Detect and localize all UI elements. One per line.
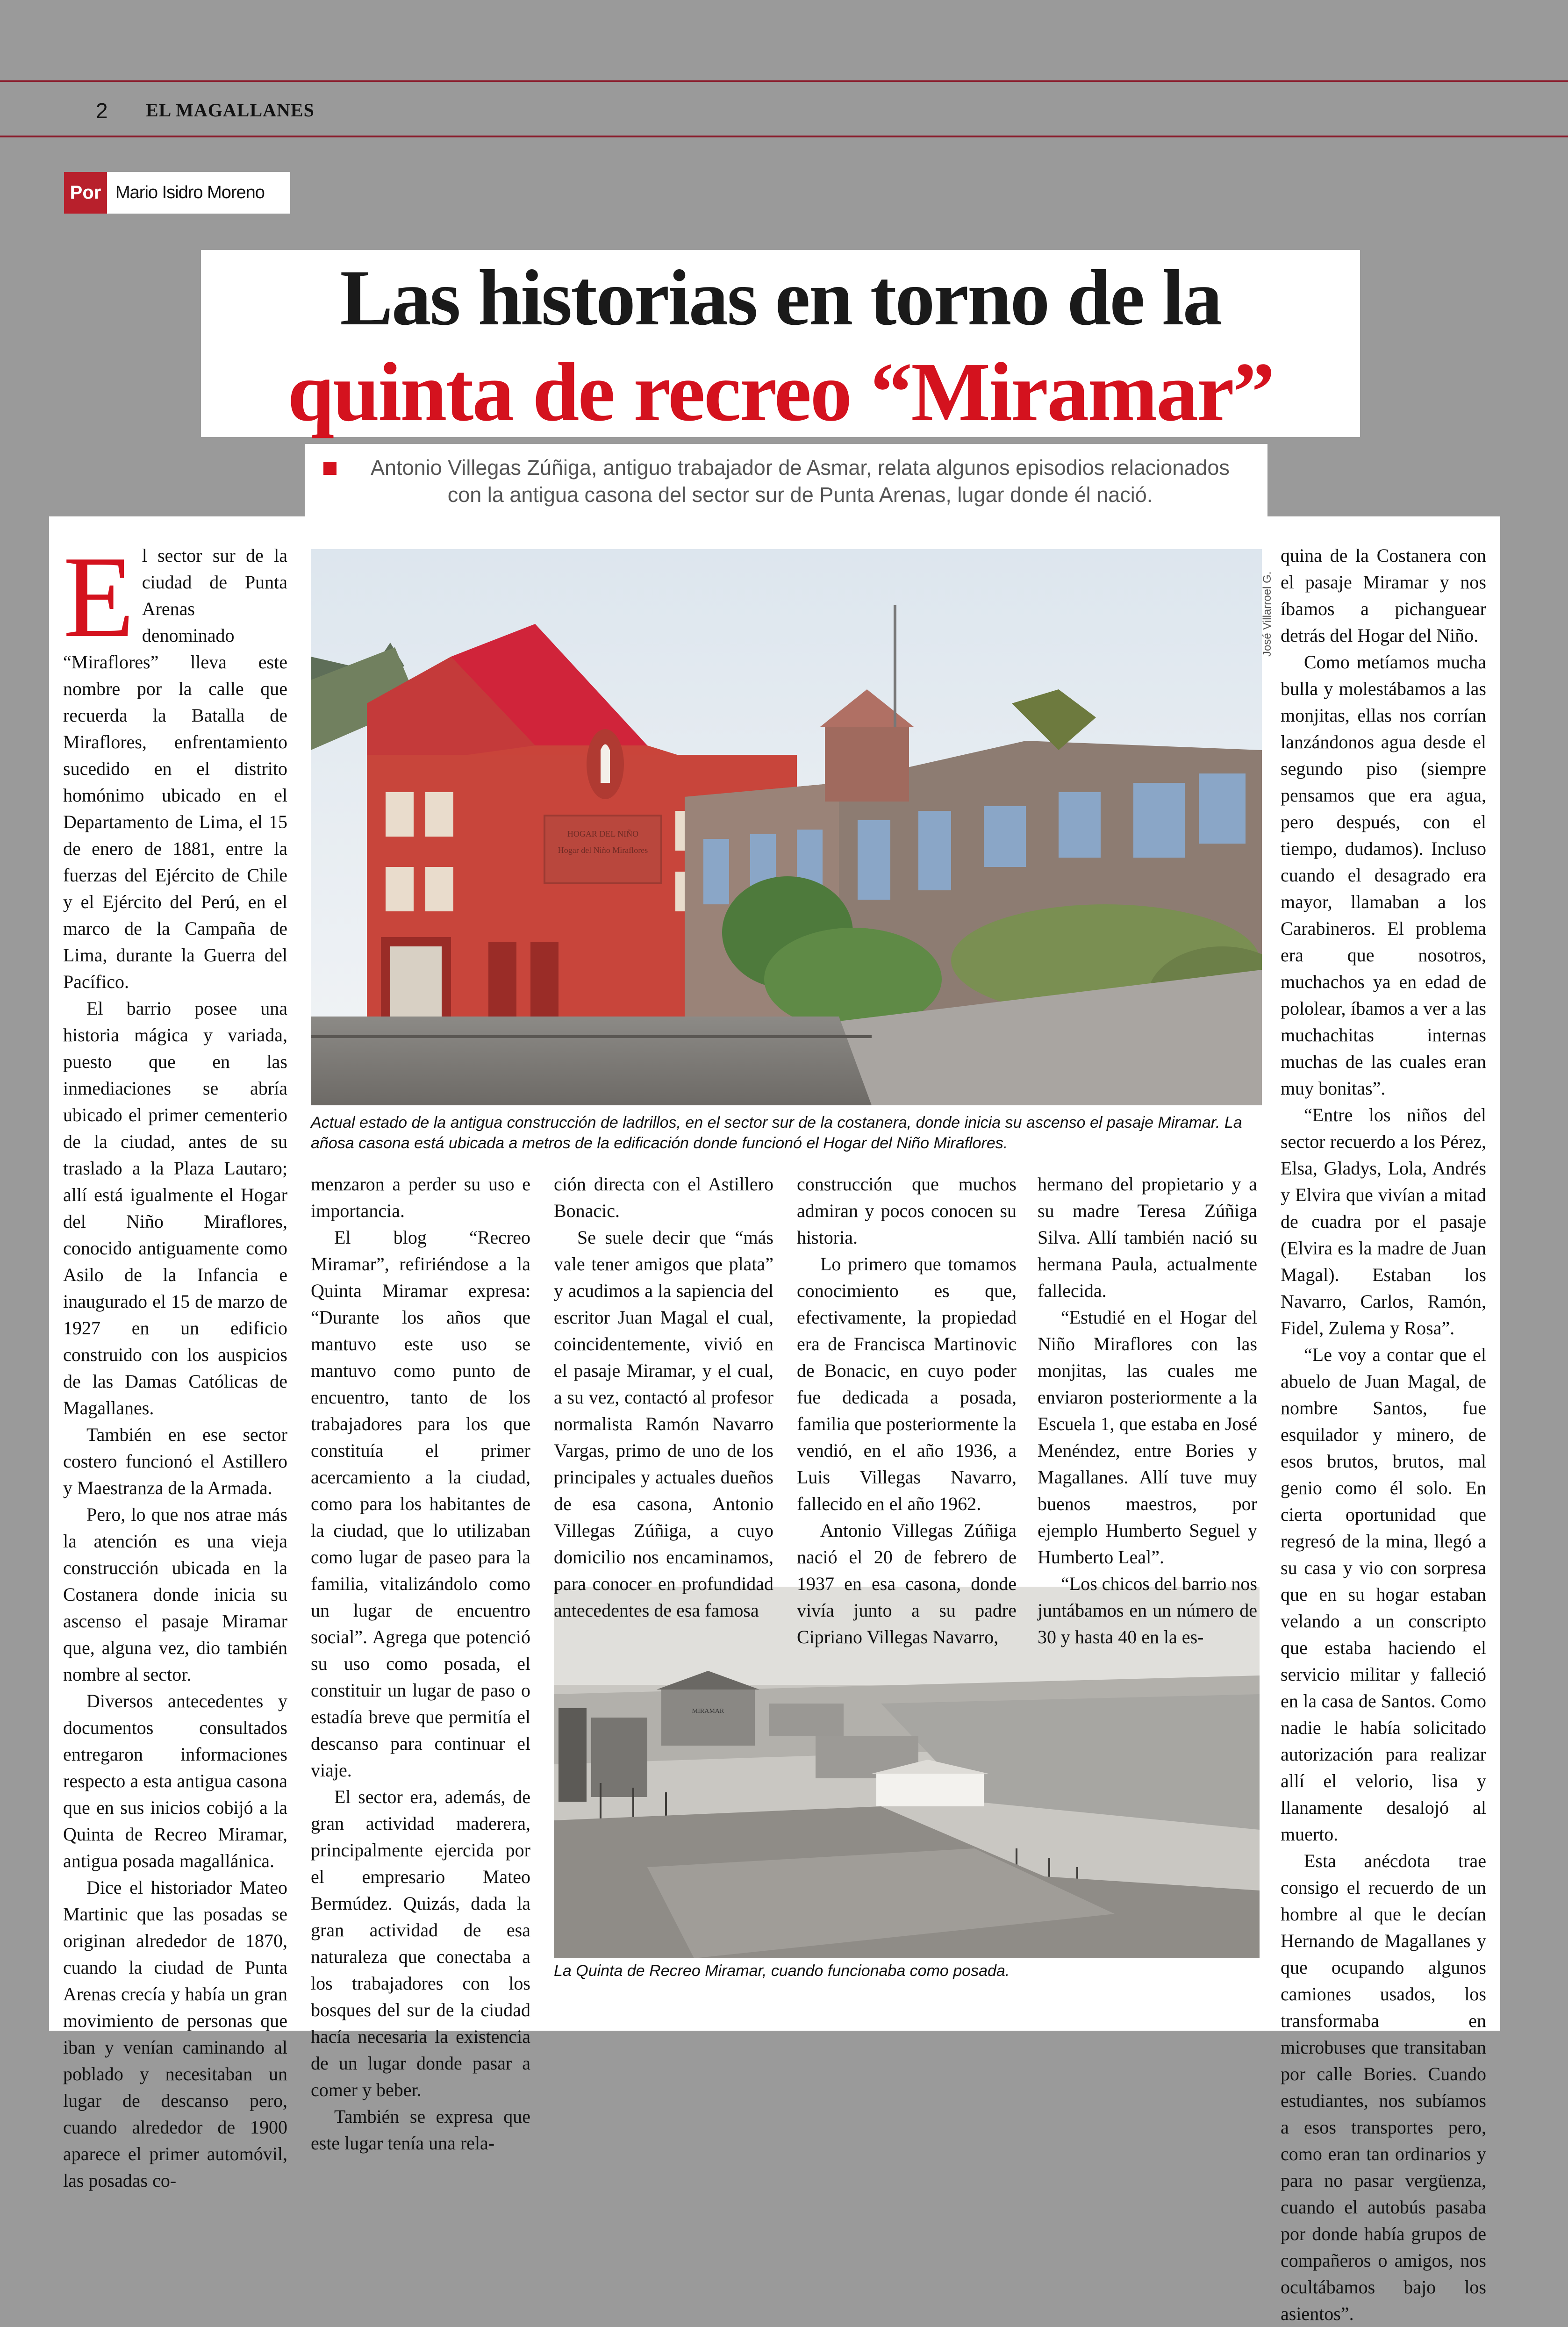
article-column-2 (311, 1171, 530, 2156)
article-column-1 (63, 532, 287, 2194)
paragraph: Diversos antecedentes y documentos consultados entregaron informaciones respecto a esta antigua casona que en sus inicios cobijó a la Quinta de Recreo Miramar, antigua posada magallánica. (63, 1690, 287, 1871)
byline-por: Por (64, 172, 107, 214)
paragraph: construcción que muchos admiran y pocos conocen su historia. (797, 1174, 1017, 1248)
article-column-6 (1281, 542, 1486, 2327)
paragraph: Como metíamos mucha bulla y molestábamos a las monjitas, ellas nos corrían lanzándonos agua desde el segundo piso (siempre pensamos que era agua, pero después, con el tiempo, dudamos). Incluso cuando el desagrado era mayor, llamaban a los Carabineros. El problema era que nosotros, muchachos ya en edad de pololear, íbamos a ver a las muchachitas internas muchas de las cuales eran muy bonitas”. (1281, 652, 1486, 1099)
photo1-caption: Actual estado de la antigua construcción de ladrillos, en el sector sur de la costanera, donde inicia su ascenso el pasaje Miramar. La añosa casona está ubicada a metros de la edificación donde funcionó el Hogar del Niño Miraflores. (311, 1114, 1242, 1152)
paragraph: Lo primero que tomamos conocimiento es que, efectivamente, la propiedad era de Francisca Martinovic de Bonacic, en cuyo poder fue dedicada a posada, familia que posteriormente la vendió, en el año 1936, a Luis Villegas Navarro, fallecido en el año 1962. (797, 1253, 1017, 1514)
paragraph: menzaron a perder su uso e importancia. (311, 1174, 530, 1221)
page-number: 2 (96, 99, 108, 123)
deck-text: Antonio Villegas Zúñiga, antiguo trabajador de Asmar, relata algunos episodios relacionados con la antigua casona del sector sur de Punta Arenas, lugar donde él nació. (371, 456, 1230, 507)
top-rule (0, 80, 1568, 82)
paragraph: También se expresa que este lugar tenía una rela- (311, 2106, 530, 2154)
paragraph: “Le voy a contar que el abuelo de Juan Magal, de nombre Santos, fue esquilador y minero, de esos brutos, brutos, mal genio como él solo. En cierta oportunidad que regresó de la mina, llegó a su casa y vio con sorpresa que en su hogar estaban velando a un conscripto que estaba haciendo el servicio militar y falleció en la casa de Santos. Como nadie le había solicitado autorización para realizar allí el velorio, lisa y llanamente desalojó al muerto. (1281, 1344, 1486, 1845)
deck-box (305, 444, 1267, 519)
dropcap: E (63, 532, 135, 662)
paragraph: Esta anécdota trae consigo el recuerdo de un hombre al que le decían Hernando de Magallanes y que ocupando algunos camiones usados, los transformaba en microbuses que transitaban por calle Bories. Cuando estudiantes, nos subíamos a esos transportes pero, como eran tan ordinarios y para no pasar vergüenza, cuando el autobús pasaba por donde había grupos de compañeros o amigos, nos ocultábamos bajo los asientos”. (1281, 1850, 1486, 2324)
paragraph: El sector era, además, de gran actividad maderera, principalmente ejercida por el empresario Mateo Bermúdez. Quizás, dada la gran actividad de esa naturaleza que conectaba a los trabajadores con los bosques del sur de la ciudad hacía necesaria la existencia de un lugar donde pasar a comer y beber. (311, 1786, 530, 2100)
paragraph: “Entre los niños del sector recuerdo a los Pérez, Elsa, Gladys, Lola, Andrés y Elvira que vivían a mitad de cuadra por el pasaje (Elvira es la madre de Juan Magal). Estaban los Navarro, Carlos, Ramón, Fidel, Zulema y Rosa”. (1281, 1104, 1486, 1339)
byline (64, 172, 290, 214)
paragraph: Pero, lo que nos atrae más la atención es una vieja construcción ubicada en la Costanera donde inicia su ascenso el pasaje Miramar que, alguna vez, dio también nombre al sector. (63, 1504, 287, 1685)
article-column-3 (554, 1171, 773, 1624)
paragraph: Dice el historiador Mateo Martinic que las posadas se originan alrededor de 1870, cuando la ciudad de Punta Arenas crecía y había un gran movimiento de personas que iban y venían caminando al poblado y necesitaban un lugar de descanso pero, cuando alrededor de 1900 aparece el primer automóvil, las posadas co- (63, 1877, 287, 2191)
paragraph: El blog “Recreo Miramar”, refiriéndose a la Quinta Miramar expresa: “Durante los años que mantuvo este uso se mantuvo como punto de encuentro, tanto de los trabajadores para los que constituía el primer acercamiento a la ciudad, como para los habitantes de la ciudad, que lo utilizaban como lugar de paseo para la familia, vitalizándolo como un lugar de encuentro social”. Agrega que potenció su uso como posada, el constituir un lugar de paso o estadía breve que permitía el descanso para continuar el viaje. (311, 1227, 530, 1781)
paragraph: Antonio Villegas Zúñiga nació el 20 de febrero de 1937 en esa casona, donde vivía junto a su padre Cipriano Villegas Navarro, (797, 1520, 1017, 1647)
paragraph: Se suele decir que “más vale tener amigos que plata” y acudimos a la sapiencia del escritor Juan Magal el cual, coincidentemente, vivió en el pasaje Miramar, y el cual, a su vez, contactó al profesor normalista Ramón Navarro Vargas, primo de uno de los principales y actuales dueños de esa casona, Antonio Villegas Zúñiga, a cuyo domicilio nos encaminamos, para conocer en profundidad antecedentes de esa famosa (554, 1227, 773, 1621)
paragraph: hermano del propietario y a su madre Teresa Zúñiga Silva. Allí también nació su hermana Paula, actualmente fallecida. (1038, 1174, 1257, 1301)
headline-line2: quinta de recreo “Miramar” (287, 345, 1274, 438)
publication-name: EL MAGALLANES (146, 100, 315, 121)
photo1-sign: Hogar del Niño Miraflores (558, 845, 648, 855)
deck-bullet-icon (323, 462, 337, 475)
paragraph: El barrio posee una historia mágica y variada, puesto que en las inmediaciones se abría ubicado el primer cementerio de la ciudad, antes de su traslado a la Plaza Lautaro; allí está igualmente el Hogar del Niño Miraflores, conocido antiguamente como Asilo de la Infancia e inaugurado el 15 de marzo de 1927 en un edificio construido con los auspicios de las Damas Católicas de Magallanes. (63, 998, 287, 1418)
article-column-4 (797, 1171, 1017, 1650)
photo-brick-building (311, 549, 1262, 1105)
headline-line1: Las historias en torno de la (340, 254, 1221, 342)
paragraph: quina de la Costanera con el pasaje Miramar y nos íbamos a pichanguear detrás del Hogar del Niño. (1281, 545, 1486, 646)
paragraph: “Los chicos del barrio nos juntábamos en un número de 30 y hasta 40 en la es- (1038, 1573, 1257, 1647)
photo1-credit: José Villarroel G. (1261, 571, 1274, 657)
paragraph: También en ese sector costero funcionó el Astillero y Maestranza de la Armada. (63, 1424, 287, 1498)
header-rule (0, 136, 1568, 137)
headline-box (201, 250, 1360, 437)
photo2-sign: MIRAMAR (692, 1708, 724, 1715)
byline-author: Mario Isidro Moreno (115, 183, 265, 202)
paragraph: El sector sur de la ciudad de Punta Arenas denominado “Miraflores” lleva este nombre por la calle que recuerda la Batalla de Miraflores, enfrentamiento sucedido en el distrito homónimo ubicado en el Departamento de Lima, el 15 de enero de 1881, entre la fuerzas del Ejército de Chile y el Ejército del Perú, en el marco de la Campaña de Lima, durante la Guerra del Pacífico. (63, 532, 287, 992)
paragraph: “Estudié en el Hogar del Niño Miraflores con las monjitas, las cuales me enviaron posteriormente a la Escuela 1, que estaba en José Menéndez, entre Bories y Magallanes. Allí tuve muy buenos maestros, por ejemplo Humberto Seguel y Humberto Leal”. (1038, 1307, 1257, 1568)
svg-text:HOGAR DEL NIÑO: HOGAR DEL NIÑO (567, 829, 639, 838)
photo2-caption: La Quinta de Recreo Miramar, cuando funcionaba como posada. (554, 1962, 1010, 1980)
paragraph: ción directa con el Astillero Bonacic. (554, 1174, 773, 1221)
article-column-5 (1038, 1171, 1257, 1650)
